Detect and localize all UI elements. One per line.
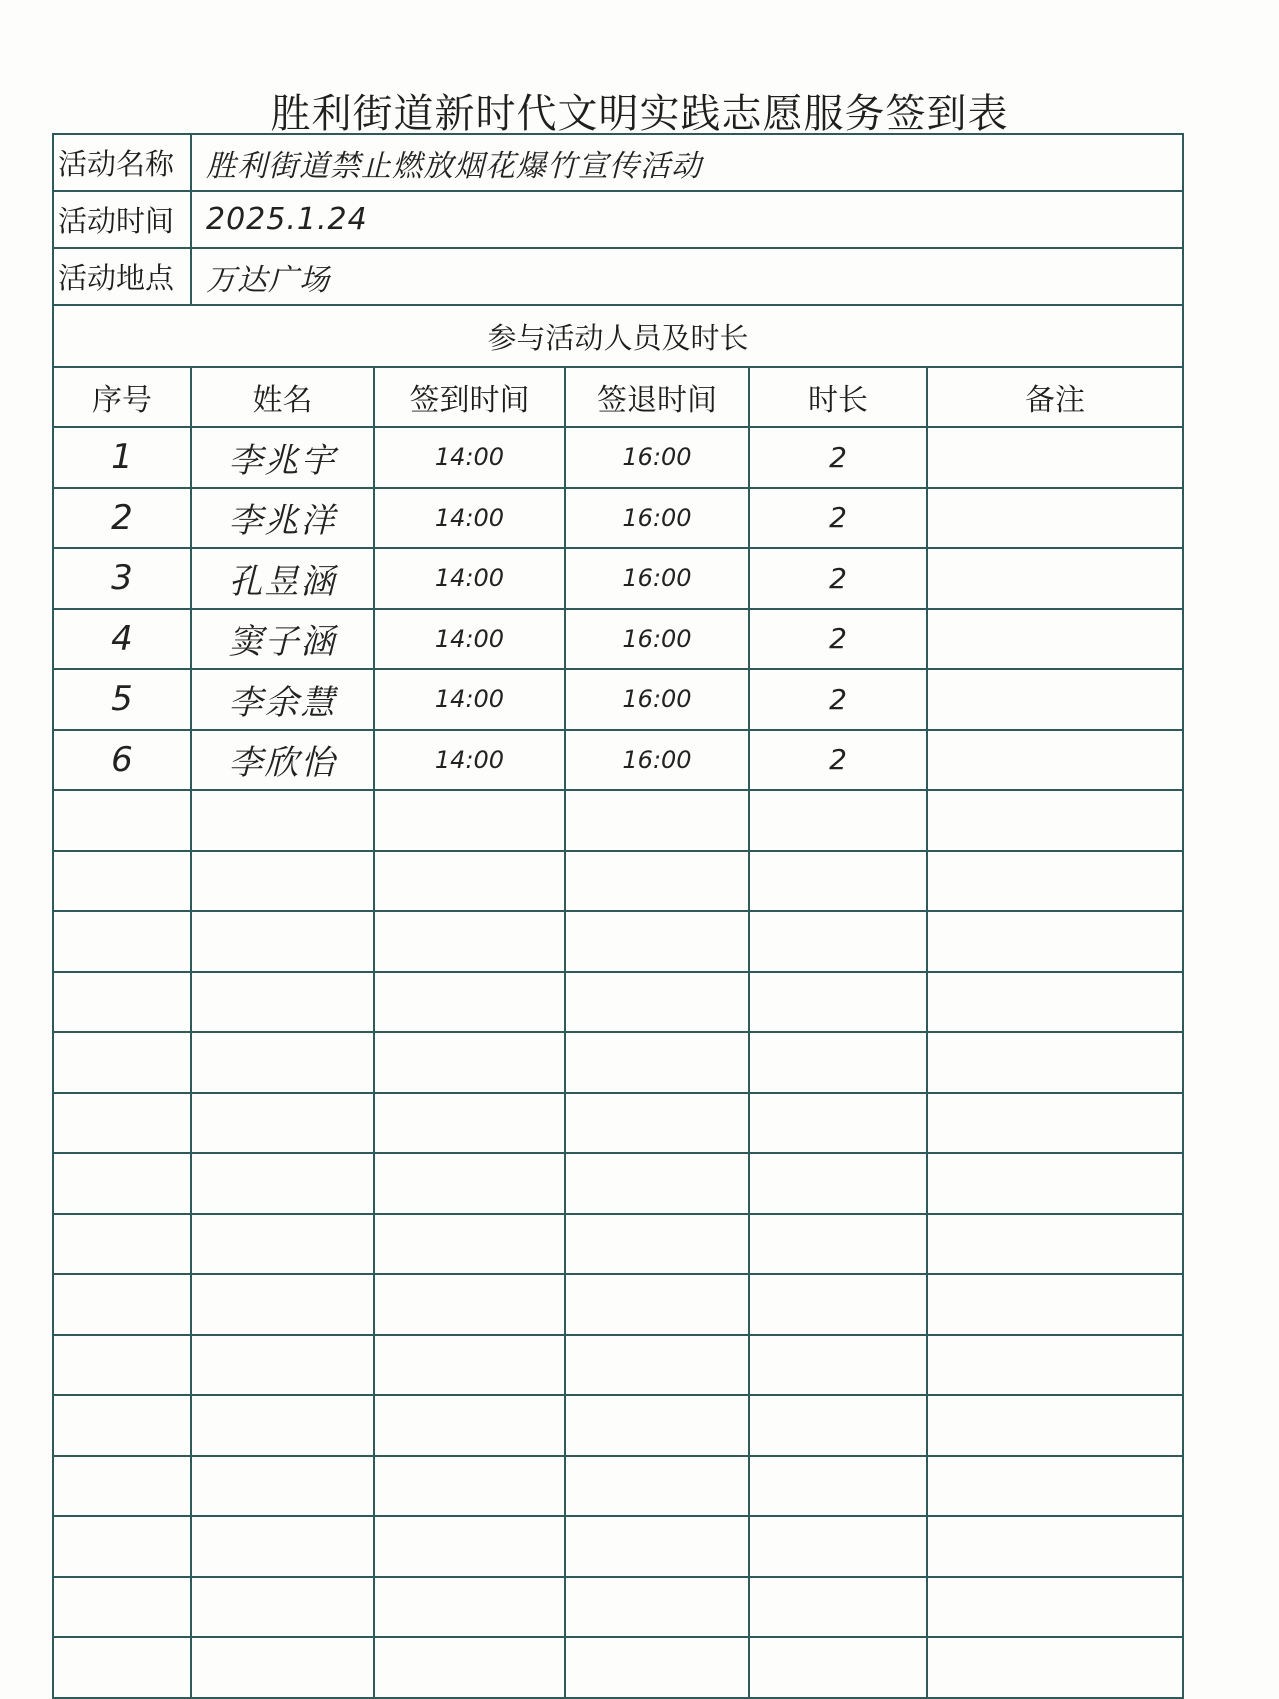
cell-checkin (374, 1516, 565, 1577)
table-row (53, 730, 1183, 791)
cell-remark (927, 851, 1183, 912)
table-row (53, 488, 1183, 549)
cell-checkin (374, 1153, 565, 1214)
activity-place-row (53, 248, 1183, 305)
table-row (53, 609, 1183, 670)
cell-no (53, 851, 191, 912)
cell-remark (927, 427, 1183, 488)
cell-name (191, 851, 374, 912)
cell-no: 5 (53, 669, 191, 730)
table-row (53, 1577, 1183, 1638)
cell-no: 6 (53, 730, 191, 791)
cell-no (53, 1516, 191, 1577)
cell-checkin (374, 1274, 565, 1335)
table-row (53, 1516, 1183, 1577)
cell-checkin: 14:00 (374, 730, 565, 791)
cell-remark (927, 1274, 1183, 1335)
cell-checkin (374, 1577, 565, 1638)
cell-remark (927, 1214, 1183, 1275)
cell-checkout (565, 1274, 749, 1335)
cell-checkout (565, 1577, 749, 1638)
cell-checkout: 16:00 (565, 669, 749, 730)
cell-remark (927, 1153, 1183, 1214)
cell-duration (749, 1032, 927, 1093)
cell-name (191, 1637, 374, 1698)
cell-no (53, 790, 191, 851)
table-row (53, 972, 1183, 1033)
cell-checkout (565, 790, 749, 851)
col-header-duration: 时长 (749, 367, 927, 427)
cell-remark (927, 1093, 1183, 1154)
cell-name (191, 790, 374, 851)
table-row (53, 911, 1183, 972)
cell-no (53, 1577, 191, 1638)
cell-name (191, 972, 374, 1033)
table-row (53, 1335, 1183, 1396)
cell-checkin: 14:00 (374, 609, 565, 670)
cell-duration (749, 911, 927, 972)
cell-checkout (565, 1335, 749, 1396)
section-title-row (53, 305, 1183, 367)
cell-checkout (565, 911, 749, 972)
cell-duration (749, 1456, 927, 1517)
column-header-row (53, 367, 1183, 427)
cell-no (53, 1032, 191, 1093)
section-title: 参与活动人员及时长 (53, 305, 1183, 367)
cell-checkin: 14:00 (374, 548, 565, 609)
cell-checkin (374, 1032, 565, 1093)
table-row (53, 1456, 1183, 1517)
activity-time-label: 活动时间 (53, 191, 191, 248)
cell-remark (927, 609, 1183, 670)
cell-remark (927, 1577, 1183, 1638)
col-header-no: 序号 (53, 367, 191, 427)
cell-duration: 2 (749, 488, 927, 549)
cell-duration: 2 (749, 669, 927, 730)
table-row (53, 1274, 1183, 1335)
cell-name: 李兆宇 (191, 427, 374, 488)
activity-place-label: 活动地点 (53, 248, 191, 305)
cell-duration (749, 790, 927, 851)
cell-no (53, 1093, 191, 1154)
cell-duration (749, 1093, 927, 1154)
table-row (53, 1153, 1183, 1214)
cell-name: 李兆洋 (191, 488, 374, 549)
cell-no (53, 1395, 191, 1456)
cell-name: 孔昱涵 (191, 548, 374, 609)
cell-checkout: 16:00 (565, 730, 749, 791)
table-row (53, 669, 1183, 730)
cell-duration (749, 1577, 927, 1638)
cell-no (53, 972, 191, 1033)
cell-remark (927, 911, 1183, 972)
table-row (53, 1093, 1183, 1154)
cell-checkout (565, 1637, 749, 1698)
cell-no (53, 1456, 191, 1517)
cell-remark (927, 730, 1183, 791)
col-header-checkin: 签到时间 (374, 367, 565, 427)
cell-checkin (374, 1637, 565, 1698)
cell-name (191, 1516, 374, 1577)
cell-no: 1 (53, 427, 191, 488)
cell-checkout: 16:00 (565, 488, 749, 549)
cell-checkin (374, 1214, 565, 1275)
cell-no: 2 (53, 488, 191, 549)
table-row (53, 1032, 1183, 1093)
cell-checkout (565, 1214, 749, 1275)
cell-name (191, 1577, 374, 1638)
activity-place-value: 万达广场 (191, 248, 1183, 305)
cell-checkout (565, 851, 749, 912)
cell-checkin (374, 911, 565, 972)
cell-duration (749, 972, 927, 1033)
cell-remark (927, 1395, 1183, 1456)
cell-duration (749, 1395, 927, 1456)
page-title: 胜利街道新时代文明实践志愿服务签到表 (270, 91, 1009, 137)
cell-checkout: 16:00 (565, 427, 749, 488)
cell-duration: 2 (749, 427, 927, 488)
cell-name (191, 1093, 374, 1154)
cell-duration (749, 1153, 927, 1214)
activity-name-value: 胜利街道禁止燃放烟花爆竹宣传活动 (191, 134, 1183, 191)
cell-no (53, 1637, 191, 1698)
cell-checkout: 16:00 (565, 548, 749, 609)
table-row (53, 427, 1183, 488)
cell-duration (749, 1516, 927, 1577)
cell-remark (927, 488, 1183, 549)
col-header-name: 姓名 (191, 367, 374, 427)
cell-remark (927, 1637, 1183, 1698)
cell-no (53, 1274, 191, 1335)
cell-name (191, 1274, 374, 1335)
cell-checkout (565, 1032, 749, 1093)
cell-no: 4 (53, 609, 191, 670)
table-row (53, 851, 1183, 912)
activity-name-label: 活动名称 (53, 134, 191, 191)
cell-checkout (565, 1516, 749, 1577)
cell-checkout (565, 1456, 749, 1517)
cell-remark (927, 972, 1183, 1033)
cell-name (191, 911, 374, 972)
cell-duration (749, 1274, 927, 1335)
cell-duration (749, 1335, 927, 1396)
cell-checkin: 14:00 (374, 427, 565, 488)
table-row (53, 1214, 1183, 1275)
cell-name: 李余慧 (191, 669, 374, 730)
cell-no (53, 911, 191, 972)
cell-no: 3 (53, 548, 191, 609)
cell-remark (927, 1516, 1183, 1577)
cell-remark (927, 1335, 1183, 1396)
activity-name-row (53, 134, 1183, 191)
cell-checkout: 16:00 (565, 609, 749, 670)
cell-name (191, 1335, 374, 1396)
cell-checkin: 14:00 (374, 669, 565, 730)
cell-checkin (374, 851, 565, 912)
cell-name (191, 1214, 374, 1275)
cell-duration (749, 851, 927, 912)
cell-name (191, 1395, 374, 1456)
cell-name (191, 1153, 374, 1214)
table-row (53, 1395, 1183, 1456)
cell-name: 窦子涵 (191, 609, 374, 670)
cell-remark (927, 790, 1183, 851)
cell-no (53, 1335, 191, 1396)
cell-checkin (374, 790, 565, 851)
table-row (53, 548, 1183, 609)
cell-name: 李欣怡 (191, 730, 374, 791)
activity-time-row (53, 191, 1183, 248)
activity-time-value: 2025.1.24 (191, 191, 1183, 248)
cell-checkin: 14:00 (374, 488, 565, 549)
cell-name (191, 1456, 374, 1517)
cell-name (191, 1032, 374, 1093)
cell-no (53, 1153, 191, 1214)
cell-checkin (374, 1456, 565, 1517)
cell-duration: 2 (749, 730, 927, 791)
cell-checkin (374, 972, 565, 1033)
cell-remark (927, 1456, 1183, 1517)
cell-remark (927, 1032, 1183, 1093)
table-row (53, 1637, 1183, 1698)
col-header-remark: 备注 (927, 367, 1183, 427)
table-row (53, 790, 1183, 851)
col-header-checkout: 签退时间 (565, 367, 749, 427)
cell-remark (927, 548, 1183, 609)
cell-checkin (374, 1395, 565, 1456)
cell-no (53, 1214, 191, 1275)
cell-checkout (565, 1153, 749, 1214)
cell-checkout (565, 1093, 749, 1154)
cell-checkout (565, 972, 749, 1033)
cell-remark (927, 669, 1183, 730)
cell-checkin (374, 1335, 565, 1396)
cell-duration: 2 (749, 609, 927, 670)
cell-checkin (374, 1093, 565, 1154)
cell-duration: 2 (749, 548, 927, 609)
sign-in-table (52, 133, 1184, 1699)
cell-duration (749, 1214, 927, 1275)
cell-checkout (565, 1395, 749, 1456)
cell-duration (749, 1637, 927, 1698)
